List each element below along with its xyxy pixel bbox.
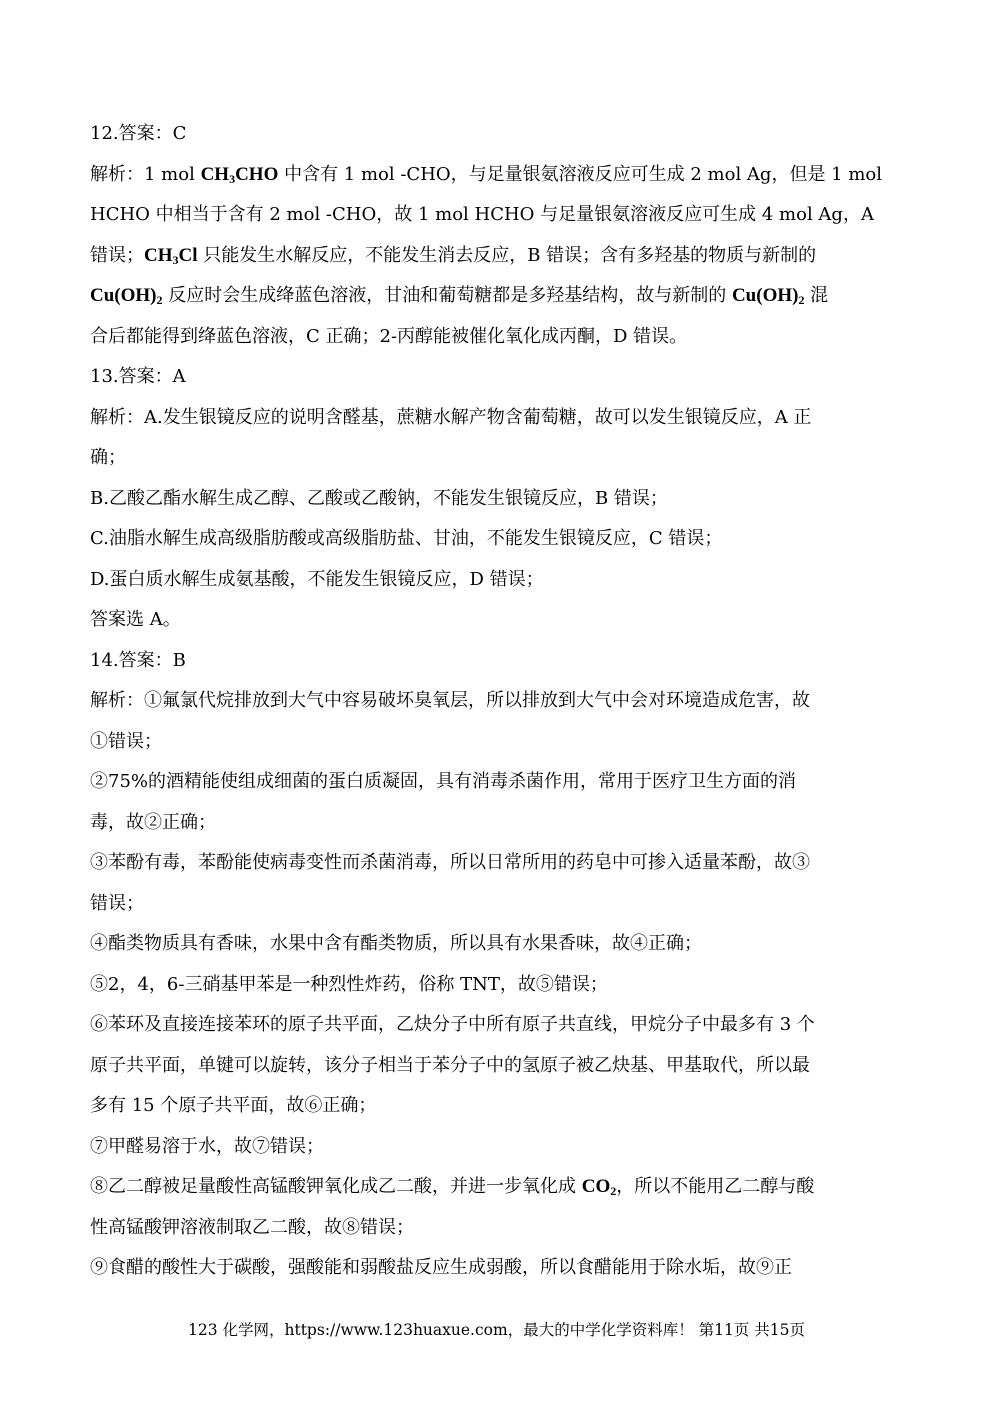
text-line: ①错误； xyxy=(90,730,162,752)
text-line: 14.答案：B xyxy=(90,649,186,671)
chemical-formula: $Cu(OH)_2$ xyxy=(731,285,805,307)
text-line: 多有 15 个原子共平面，故⑥正确； xyxy=(90,1095,377,1116)
text-line: 解析：1 mol $CH_3CHO$ 中含有 1 mol -CHO，与足量银氨溶液反应可生成 2 mol Ag，但是 1 mol xyxy=(90,163,883,186)
text-line: ⑥苯环及直接连接苯环的原子共平面，乙炔分子中所有原子共直线，甲烷分子中最多有 3 个 xyxy=(90,1014,815,1035)
text-line: 原子共平面，单键可以旋转，该分子相当于苯分子中的氢原子被乙炔基、甲基取代，所以最 xyxy=(90,1054,810,1076)
chemical-formula: $Cu(OH)_2$ xyxy=(90,285,163,307)
text-line: 解析：A.发生银镜反应的说明含醛基，蔗糖水解产物含葡萄糖，故可以发生银镜反应，A 正 xyxy=(90,406,812,428)
text-line: ⑧乙二醇被足量酸性高锰酸钾氧化成乙二酸，并进一步氧化成 $CO_2$，所以不能用乙二醇与酸 xyxy=(90,1176,815,1198)
chemical-formula: $CO_2$ xyxy=(581,1176,617,1198)
answer-text-body xyxy=(90,114,905,1289)
text-line: 合后都能得到绛蓝色溶液，C 正确；2-丙醇能被催化氧化成丙酮，D 错误。 xyxy=(90,325,688,347)
chemical-formula: $CH_3CHO$ xyxy=(200,163,279,186)
text-line: 12.答案：C xyxy=(90,123,187,144)
text-line: ⑤2，4，6-三硝基甲苯是一种烈性炸药，俗称 TNT，故⑤错误； xyxy=(90,973,608,995)
text-line: 错误； xyxy=(90,892,144,914)
text-line: 13.答案：A xyxy=(90,366,186,387)
text-line: B.乙酸乙酯水解生成乙醇、乙酸或乙酸钠，不能发生银镜反应，B 错误； xyxy=(90,487,668,509)
page-footer: 123 化学网，https://www.123huaxue.com，最大的中学化学资料库！ 第11页 共15页 xyxy=(187,1321,805,1339)
text-line: ③苯酚有毒，苯酚能使病毒变性而杀菌消毒，所以日常所用的药皂中可掺入适量苯酚，故③ xyxy=(90,852,810,873)
text-line: 解析：①氟氯代烷排放到大气中容易破坏臭氧层，所以排放到大气中会对环境造成危害，故 xyxy=(90,690,810,711)
text-line: HCHO 中相当于含有 2 mol -CHO，故 1 mol HCHO 与足量银氨溶液反应可生成 4 mol Ag，A xyxy=(90,204,874,225)
text-line: 错误；$CH_3Cl$ 只能发生水解反应，不能发生消去反应，B 错误；含有多羟基的物质与新制的 xyxy=(90,244,817,267)
text-line: C.油脂水解生成高级脂肪酸或高级脂肪盐、甘油，不能发生银镜反应，C 错误； xyxy=(90,528,723,549)
text-line: $Cu(OH)_2$ 反应时会生成绛蓝色溶液，甘油和葡萄糖都是多羟基结构，故与新制的 $Cu(OH)_2$ 混 xyxy=(90,285,829,307)
text-line: 答案选 A。 xyxy=(90,609,181,630)
text-line: ⑦甲醛易溶于水，故⑦错误； xyxy=(90,1135,324,1157)
text-line: 确； xyxy=(90,447,126,468)
text-line: D.蛋白质水解生成氨基酸，不能发生银镜反应，D 错误； xyxy=(90,568,544,590)
text-line: ②75%的酒精能使组成细菌的蛋白质凝固，具有消毒杀菌作用，常用于医疗卫生方面的消 xyxy=(90,771,797,792)
text-line: ④酯类物质具有香味，水果中含有酯类物质，所以具有水果香味，故④正确； xyxy=(90,933,702,954)
text-line: 性高锰酸钾溶液制取乙二酸，故⑧错误； xyxy=(90,1216,414,1238)
text-line: ⑨食醋的酸性大于碳酸，强酸能和弱酸盐反应生成弱酸，所以食醋能用于除水垢，故⑨正 xyxy=(90,1257,792,1278)
chemical-formula: $CH_3Cl$ xyxy=(144,244,198,267)
text-line: 毒，故②正确； xyxy=(90,811,216,833)
